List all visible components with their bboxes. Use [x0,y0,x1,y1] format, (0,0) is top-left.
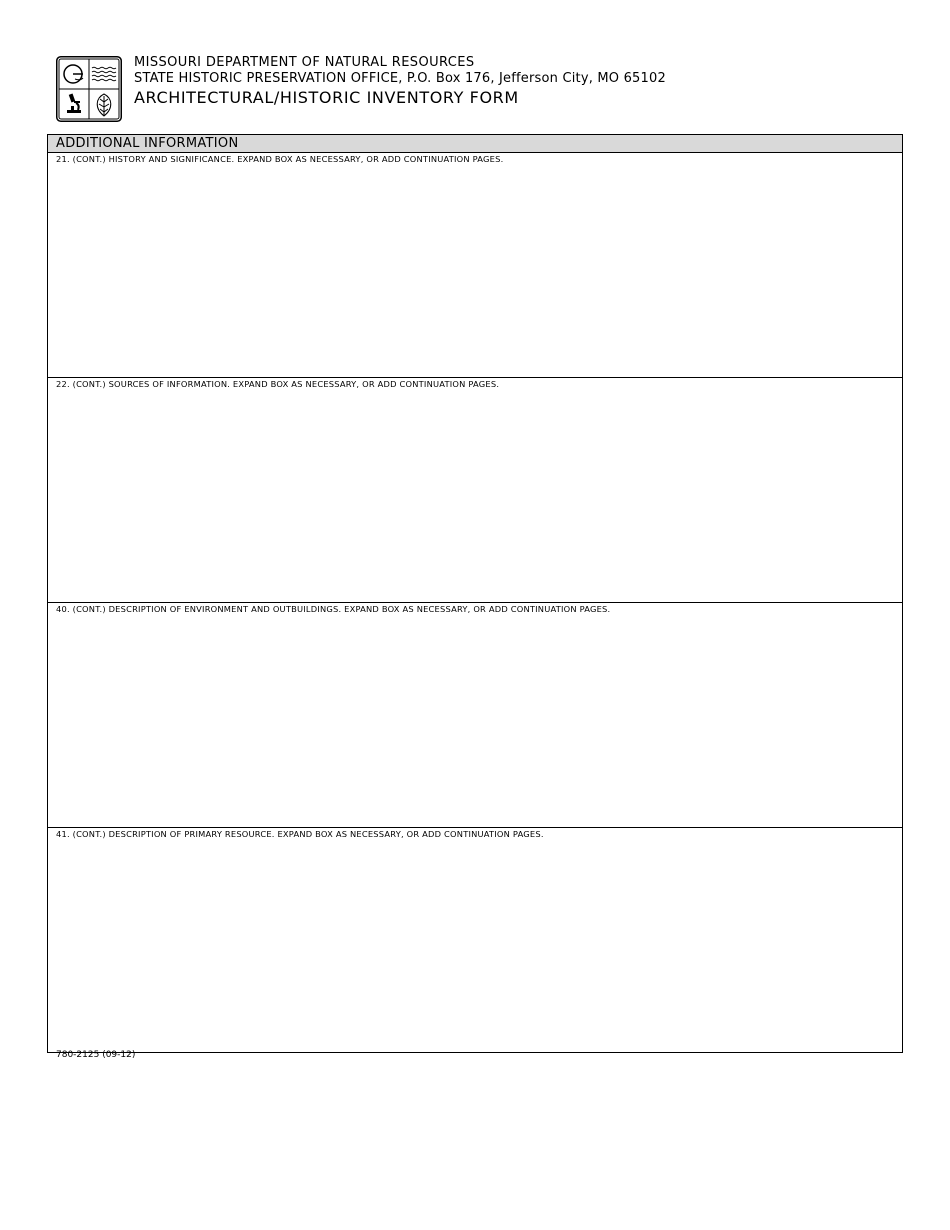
field-label: 40. (CONT.) DESCRIPTION OF ENVIRONMENT AND OUTBUILDINGS. EXPAND BOX AS NECESSARY, OR ADD CONTINUATION PAGES. [56,604,611,614]
field-40-environment-outbuildings[interactable] [48,603,902,828]
form-title: ARCHITECTURAL/HISTORIC INVENTORY FORM [134,88,519,107]
field-label: 21. (CONT.) HISTORY AND SIGNIFICANCE. EXPAND BOX AS NECESSARY, OR ADD CONTINUATION PAGES. [56,154,504,164]
field-41-primary-resource[interactable] [48,828,902,1052]
field-label: 22. (CONT.) SOURCES OF INFORMATION. EXPAND BOX AS NECESSARY, OR ADD CONTINUATION PAGES. [56,379,500,389]
microscope-icon [67,94,81,113]
field-21-history-significance[interactable] [48,153,902,378]
globe-icon [64,65,83,83]
office-address: STATE HISTORIC PRESERVATION OFFICE, P.O. Box 176, Jefferson City, MO 65102 [134,71,666,86]
dnr-logo [56,56,122,122]
water-waves-icon [92,67,116,81]
additional-information-table [47,134,903,1053]
leaf-icon [97,94,111,116]
section-header-additional-information: ADDITIONAL INFORMATION [48,135,902,153]
form-code: 780-2125 (09-12) [56,1050,136,1060]
field-22-sources-of-information[interactable] [48,378,902,603]
department-name: MISSOURI DEPARTMENT OF NATURAL RESOURCES [134,55,475,70]
field-label: 41. (CONT.) DESCRIPTION OF PRIMARY RESOURCE. EXPAND BOX AS NECESSARY, OR ADD CONTINUATION PAGES. [56,829,544,839]
